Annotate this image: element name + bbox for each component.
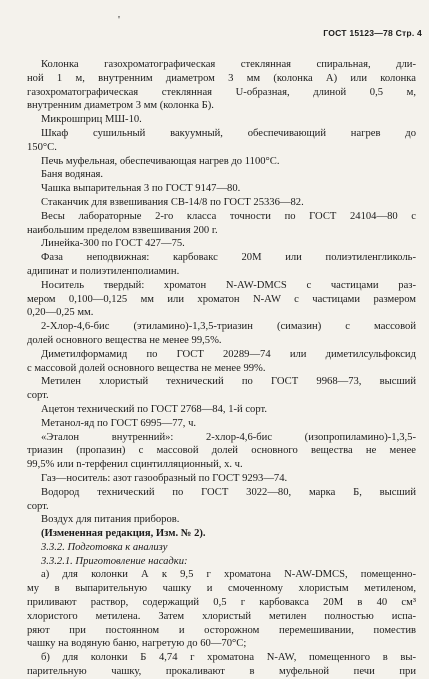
paragraph-simazine: [27, 320, 416, 348]
text-line: «Эталон внутренний»: 2-хлор-4,6-бис (изопропиламино)-1,3,5-: [41, 431, 416, 443]
text-line: триазин (пропазин) с массовой долей основного вещества не менее: [27, 445, 416, 457]
paragraph-gas: [27, 472, 416, 486]
text-line: газохроматографическая стеклянная U-образная, длиной 0,5 м,: [27, 86, 416, 98]
text-line: долей основного вещества не менее 99,5%.: [27, 334, 222, 346]
paragraph-column-a: [27, 568, 416, 651]
text-line: адипинат и полиэтиленполиамин.: [27, 265, 180, 277]
paragraph-air: [27, 513, 416, 527]
text-line: (Измененная редакция, Изм. № 2).: [41, 528, 206, 540]
paragraph-methylene: [27, 375, 416, 403]
paragraph-bath: [27, 168, 416, 182]
page-header: ГОСТ 15123—78 Стр. 4: [323, 28, 422, 38]
text-line: сорт.: [27, 390, 49, 402]
text-line: Метанол-яд по ГОСТ 6995—77, ч.: [41, 417, 197, 429]
text-line: б) для колонки Б 4,74 г хроматона N-AW, помещенного в вы-: [41, 652, 416, 664]
text-line: 2-Хлор-4,6-бис (этиламино)-1,3,5-триазин (симазин) с массовой: [41, 321, 416, 333]
paragraph-standard: [27, 431, 416, 472]
text-line: 150°С.: [27, 141, 57, 153]
text-line: ряют при постоянном и осторожном перемешивании, поместив: [27, 624, 416, 636]
paragraph-hydrogen: [27, 486, 416, 514]
paragraph-oven: [27, 127, 416, 155]
text-line: Баня водяная.: [41, 169, 104, 181]
text-line: Стаканчик для взвешивания СВ-14/8 по ГОСТ 25336—82.: [41, 196, 304, 208]
text-line: чашку на водяную баню, нагретую до 60—70°С;: [27, 638, 247, 650]
paragraph-dmf: [27, 348, 416, 376]
paragraph-beaker: [27, 196, 416, 210]
subsection-heading: [27, 555, 416, 569]
paragraph-phase: [27, 251, 416, 279]
text-line: с массовой долей основного вещества не менее 99%.: [27, 362, 266, 374]
text-line: Метилен хлористый технический по ГОСТ 9968—73, высший: [41, 376, 416, 388]
text-line: ной 1 м, внутренним диаметром 3 мм (колонка А) или колонка: [27, 72, 416, 84]
text-line: сорт.: [27, 500, 49, 512]
paragraph-column: [27, 58, 416, 113]
text-line: Линейка-300 по ГОСТ 427—75.: [41, 238, 185, 250]
text-line: парительную чашку, прокаливают в муфельной печи при: [27, 666, 416, 678]
text-line: Воздух для питания приборов.: [41, 514, 180, 526]
paragraph-amendment: [27, 527, 416, 541]
text-line: му в выпарительную чашку и смоченному хлористым метиленом,: [27, 583, 416, 595]
text-line: Чашка выпарительная 3 по ГОСТ 9147—80.: [41, 183, 241, 195]
text-line: Диметилформамид по ГОСТ 20289—74 или диметилсульфоксид: [41, 348, 416, 360]
text-line: Колонка газохроматографическая стеклянная спиральная, дли-: [41, 59, 416, 70]
text-line: 99,5% или n-терфенил сцинтилляционный, х. ч.: [27, 459, 243, 471]
text-line: Печь муфельная, обеспечивающая нагрев до 1100°С.: [41, 155, 280, 167]
text-line: Весы лабораторные 2-го класса точности по ГОСТ 24104—80 с: [41, 210, 416, 222]
paragraph-microsyringe: [27, 113, 416, 127]
page-mark: ': [118, 14, 120, 26]
paragraph-carrier: [27, 279, 416, 320]
text-line: Водород технический по ГОСТ 3022—80, марка Б, высший: [41, 486, 416, 498]
paragraph-dish: [27, 182, 416, 196]
paragraph-acetone: [27, 403, 416, 417]
text-line: 3.3.2.1. Приготовление насадки:: [41, 555, 188, 567]
text-line: Носитель твердый: хроматон N-AW-DMCS с частицами раз-: [41, 279, 416, 291]
text-line: 0,20—0,25 мм.: [27, 307, 94, 319]
text-line: мером 0,100—0,125 мм или хроматон N-AW с частицами размером: [27, 293, 416, 305]
text-line: Шкаф сушильный вакуумный, обеспечивающий нагрев до: [41, 127, 416, 139]
paragraph-ruler: [27, 237, 416, 251]
text-line: внутренним диаметром 3 мм (колонка Б).: [27, 100, 214, 112]
paragraph-scales: [27, 210, 416, 238]
text-line: Ацетон технический по ГОСТ 2768—84, 1-й сорт.: [41, 403, 267, 415]
document-body: [27, 58, 416, 679]
text-line: приливают раствор, содержащий 0,5 г карбовакса 20М в 40 см³: [27, 597, 416, 609]
paragraph-furnace: [27, 155, 416, 169]
text-line: хлористого метилена. Затем хлористый метилен полностью испа-: [27, 610, 416, 622]
text-line: Газ—носитель: азот газообразный по ГОСТ 9293—74.: [41, 472, 288, 484]
text-line: а) для колонки А к 9,5 г хроматона N-AW-DMCS, помещенно-: [41, 569, 416, 581]
text-line: 3.3.2. Подготовка к анализу: [41, 541, 168, 553]
text-line: Микрошприц МШ-10.: [41, 114, 142, 126]
section-heading: [27, 541, 416, 555]
text-line: наибольшим пределом взвешивания 200 г.: [27, 224, 218, 236]
paragraph-methanol: [27, 417, 416, 431]
paragraph-column-b: [27, 651, 416, 679]
text-line: Фаза неподвижная: карбовакс 20М или полиэтиленгликоль-: [41, 252, 416, 264]
